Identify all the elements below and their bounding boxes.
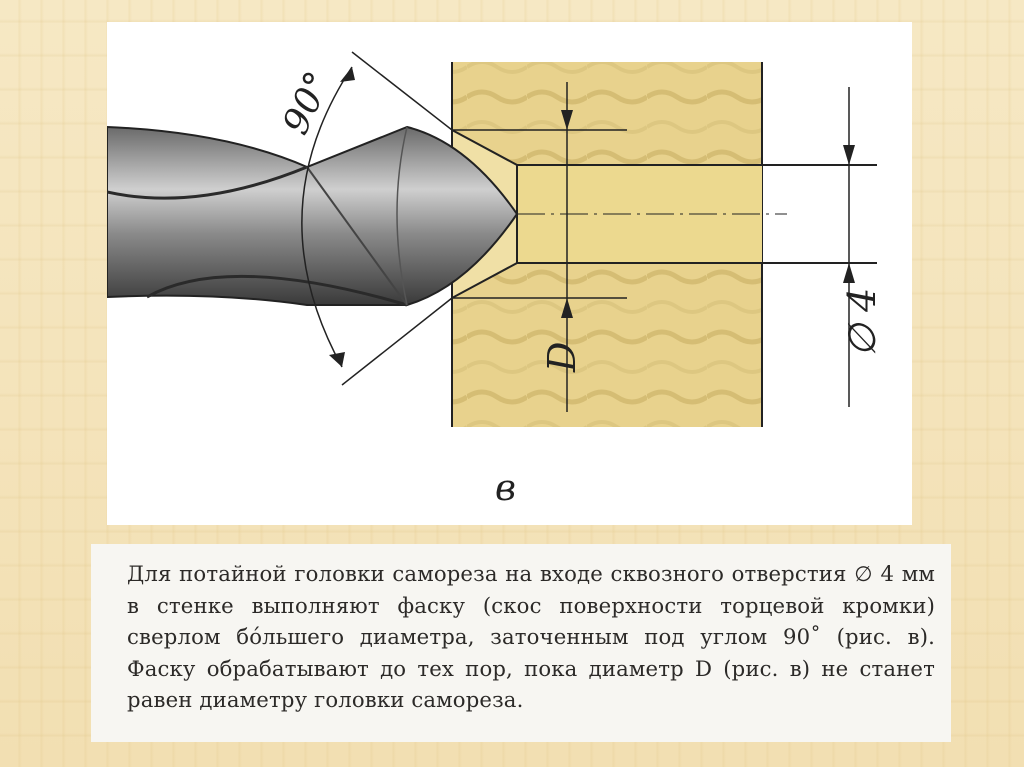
caption-text: Для потайной головки самореза на входе сквозного отверстия ∅ 4 мм в стенке выполняют фаску (скос поверхности торцевой кромки) сверлом бо́льшего диаметра, заточенным под углом 90˚ (рис. в). Фаску обрабатывают до тех пор, пока диаметр D (рис. в) не станет равен диаметру головки самореза. xyxy=(127,561,935,713)
dim-diameter-label: ∅ 4 xyxy=(840,287,884,357)
drill-drawing xyxy=(107,22,912,525)
caption-box xyxy=(91,544,951,742)
diameter-dimension xyxy=(840,87,884,407)
dim-d-label: D xyxy=(540,341,584,372)
figure-letter: в xyxy=(495,468,516,509)
angle-label: 90° xyxy=(275,65,340,141)
drill-chamfer-figure xyxy=(107,22,912,525)
